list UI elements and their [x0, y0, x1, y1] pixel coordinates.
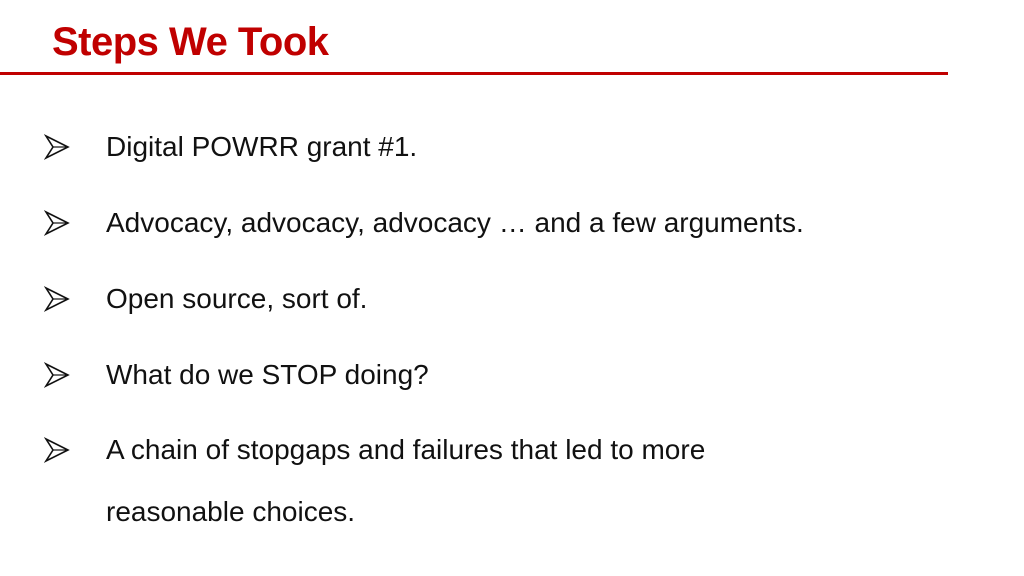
bullet-text: Digital POWRR grant #1. [106, 131, 418, 162]
bullet-text: A chain of stopgaps and failures that led to more reasonable choices. [106, 434, 706, 527]
arrowhead-bullet-icon [44, 134, 70, 160]
slide-title: Steps We Took [52, 20, 329, 64]
arrowhead-bullet-icon [44, 437, 70, 463]
arrowhead-bullet-icon [44, 210, 70, 236]
arrowhead-bullet-icon [44, 286, 70, 312]
bullet-text: What do we STOP doing? [106, 359, 429, 390]
arrowhead-bullet-icon [44, 362, 70, 388]
bullet-text: Open source, sort of. [106, 283, 368, 314]
bullet-text: Advocacy, advocacy, advocacy … and a few arguments. [106, 207, 804, 238]
